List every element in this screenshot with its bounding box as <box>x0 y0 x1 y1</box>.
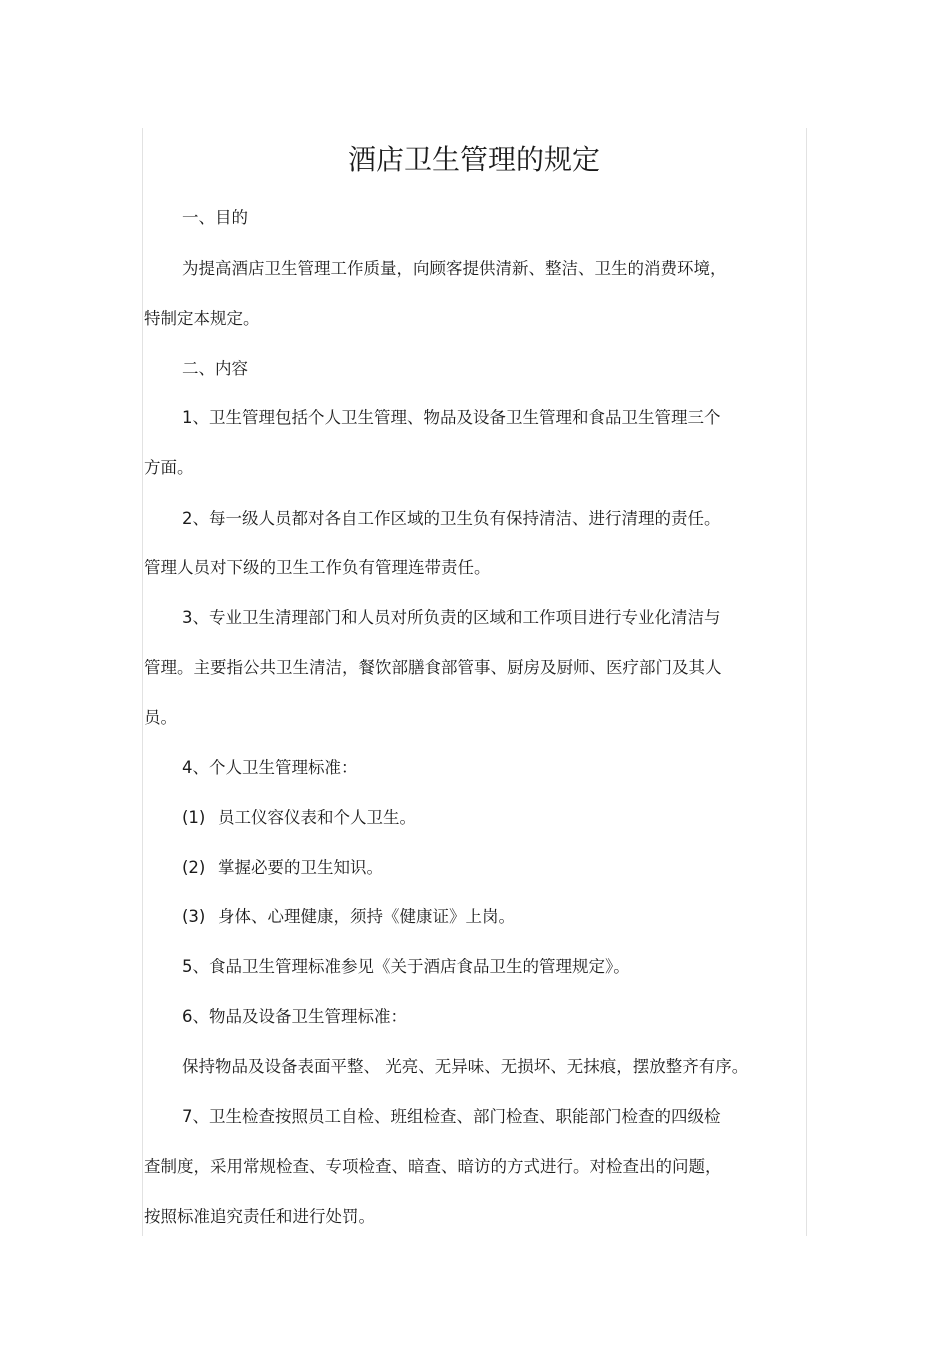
purpose-paragraph-line-2: 特制定本规定。 <box>144 309 260 328</box>
subitem-number: (2) <box>182 858 206 877</box>
subitem-text: 员工仪容仪表和个人卫生。 <box>218 808 416 827</box>
item-7-line-2: 查制度，采用常规检查、专项检查、暗查、暗访的方式进行。对检查出的问题， <box>144 1157 722 1176</box>
item-2-line-2: 管理人员对下级的卫生工作负有管理连带责任。 <box>144 558 491 577</box>
page-right-border <box>806 128 807 1236</box>
item-4-subitem <box>182 905 515 929</box>
item-7-line-3: 按照标准追究责任和进行处罚。 <box>144 1207 375 1226</box>
item-6-body: 保持物品及设备表面平整、 光亮、无异味、无损坏、无抹痕，摆放整齐有序。 <box>182 1057 749 1076</box>
section-heading-purpose: 一、目的 <box>182 208 248 227</box>
document-title: 酒店卫生管理的规定 <box>347 143 600 176</box>
item-6-heading: 6、物品及设备卫生管理标准： <box>182 1007 407 1026</box>
purpose-paragraph-line-1: 为提高酒店卫生管理工作质量，向顾客提供清新、整洁、卫生的消费环境， <box>182 259 727 278</box>
item-3-line-1: 3、专业卫生清理部门和人员对所负责的区域和工作项目进行专业化清洁与 <box>182 608 721 627</box>
item-3-line-3: 员。 <box>144 708 177 727</box>
item-4-heading: 4、个人卫生管理标准： <box>182 758 358 777</box>
item-4-subitem <box>182 806 416 830</box>
item-1-line-1: 1、卫生管理包括个人卫生管理、物品及设备卫生管理和食品卫生管理三个 <box>182 408 721 427</box>
item-3-line-2: 管理。主要指公共卫生清洁，餐饮部膳食部管事、厨房及厨师、医疗部门及其人 <box>144 658 722 677</box>
item-5-line-1: 5、食品卫生管理标准参见《关于酒店食品卫生的管理规定》。 <box>182 957 630 976</box>
subitem-number: (3) <box>182 907 206 926</box>
item-1-line-2: 方面。 <box>144 458 194 477</box>
subitem-text: 身体、心理健康，须持《健康证》上岗。 <box>218 907 515 926</box>
section-heading-content: 二、内容 <box>182 359 248 378</box>
item-7-line-1: 7、卫生检查按照员工自检、班组检查、部门检查、职能部门检查的四级检 <box>182 1107 721 1126</box>
subitem-text: 掌握必要的卫生知识。 <box>218 858 383 877</box>
item-2-line-1: 2、每一级人员都对各自工作区域的卫生负有保持清洁、进行清理的责任。 <box>182 509 721 528</box>
item-4-subitem <box>182 856 383 880</box>
subitem-number: (1) <box>182 808 206 827</box>
page-left-border <box>142 128 143 1236</box>
